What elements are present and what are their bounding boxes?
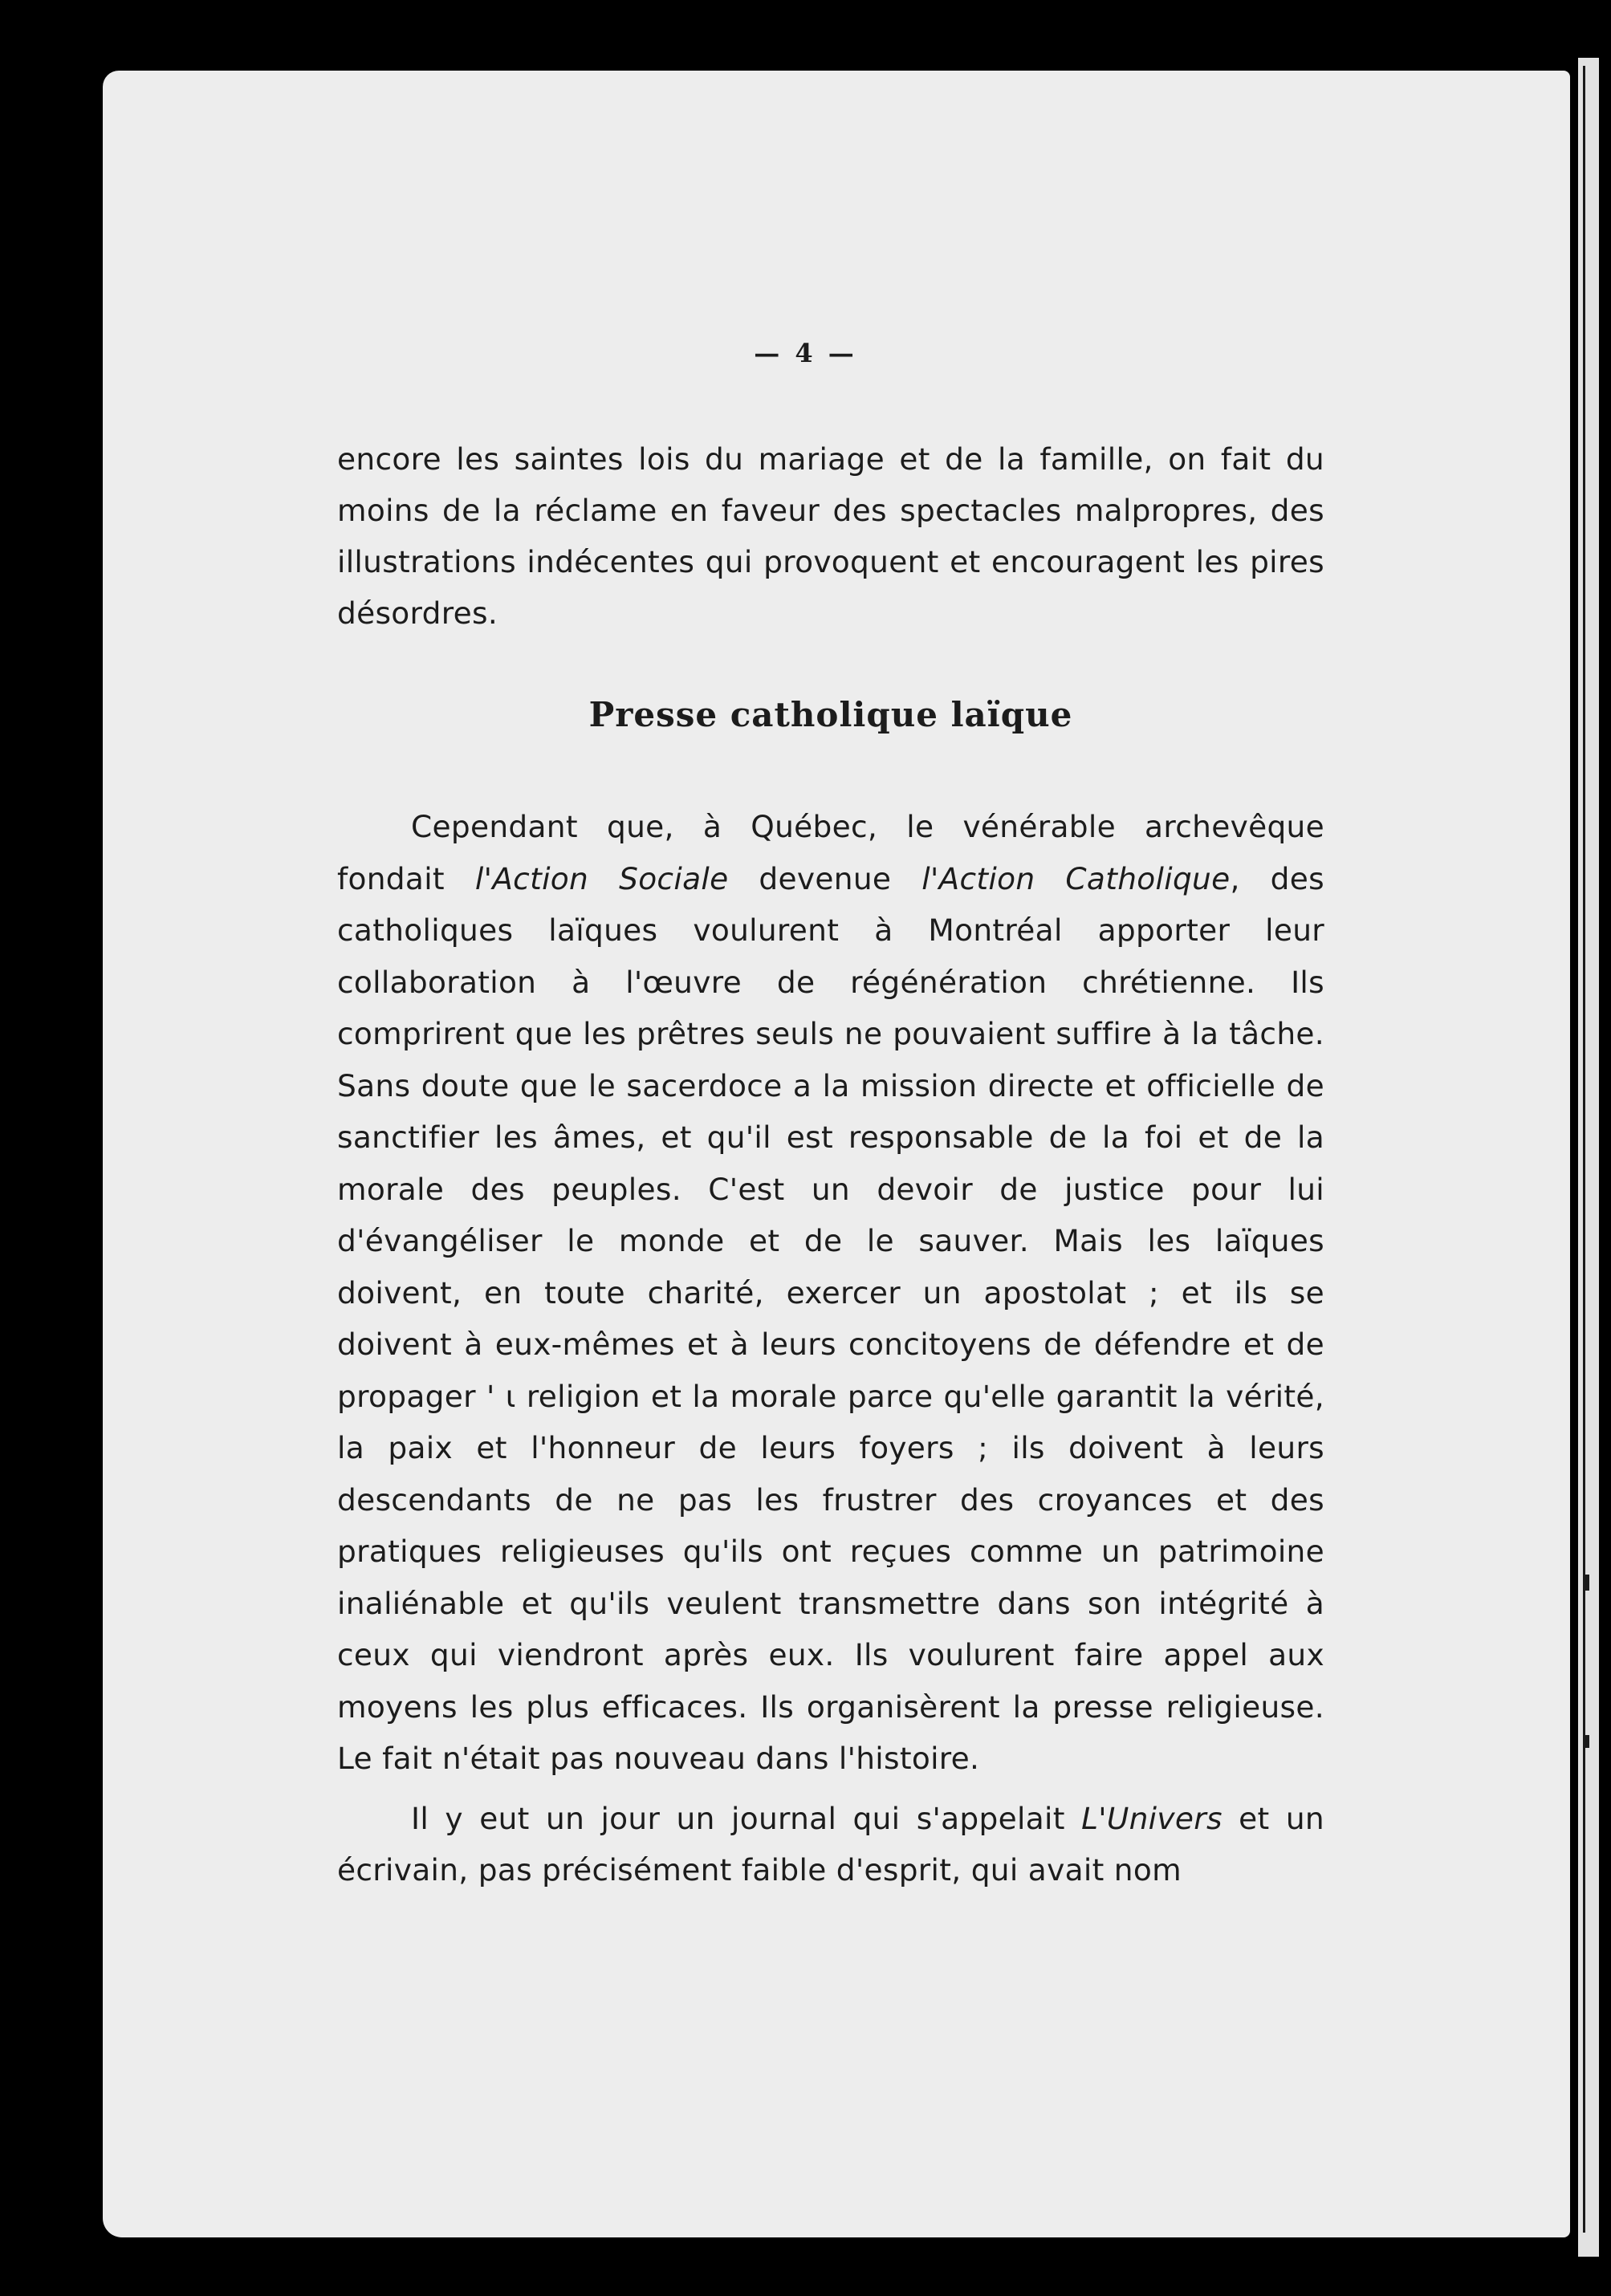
opening-text xyxy=(337,433,1324,639)
paragraph-1-text-c: , des catholiques laïques voulurent à Montréal apporter leur collaboration à l'œuvre de régénération chrétienne. Ils comprirent que les prêtres seuls ne pouvaient suffire à la tâche. Sans doute que le sacerdoce a la mission directe et officielle de sanctifier les âmes, et qu'il est responsable de la foi et de la morale des peuples. C'est un devoir de justice pour lui d'évangéliser le monde et de le sauver. Mais les laïques doivent, en toute charité, exercer un apostolat ; et ils se doivent à eux-mêmes et à leurs concitoyens de défendre et de propager ' ι religion et la morale parce qu'elle garantit la vérité, la paix et l'honneur de leurs foyers ; ils doivent à leurs descendants de ne pas les frustrer des croyances et des pratiques religieuses qu'ils ont reçues comme un patrimoine inaliénable et qu'ils veulent transmettre dans son intégrité à ceux qui viendront après eux. Ils voulurent faire appel aux moyens les plus efficaces. Ils organisèrent la presse religieuse. Le fait n'était pas nouveau dans l'histoire. xyxy=(337,860,1324,1776)
paragraph-1-text-b: devenue xyxy=(728,860,922,896)
paragraph-1-italic-b: l'Action Catholique xyxy=(921,860,1231,896)
paragraph-2-text-b: et un écrivain, pas précisément faible d'esprit, qui avait nom xyxy=(337,1800,1324,1888)
paragraph-1 xyxy=(337,801,1324,1785)
paragraph-2-italic-a: L'Univers xyxy=(1081,1800,1222,1836)
page-edge-mark xyxy=(1583,1575,1589,1591)
opening-paragraph: encore les saintes lois du mariage et de la famille, on fait du moins de la réclame en faveur des spectacles malpropres, des illustrations indécentes qui provoquent et encouragent les pires désordres. xyxy=(337,441,1324,631)
page-edge-mark xyxy=(1583,1735,1589,1748)
page-edge-line xyxy=(1583,66,1585,2233)
section-heading: Presse catholique laïque xyxy=(588,695,1073,734)
paragraph-1-text-a: Cependant que, à Québec, le vénérable archevêque fondait xyxy=(337,809,1324,896)
paragraph-2-text-a: Il y eut un jour un journal qui s'appelait xyxy=(411,1800,1082,1836)
page-number: — 4 — xyxy=(754,338,857,368)
paragraph-1-italic-a: l'Action Sociale xyxy=(474,860,729,896)
section-body xyxy=(337,801,1324,1896)
paragraph-2 xyxy=(337,1793,1324,1896)
adjacent-page-edge xyxy=(1578,58,1599,2257)
